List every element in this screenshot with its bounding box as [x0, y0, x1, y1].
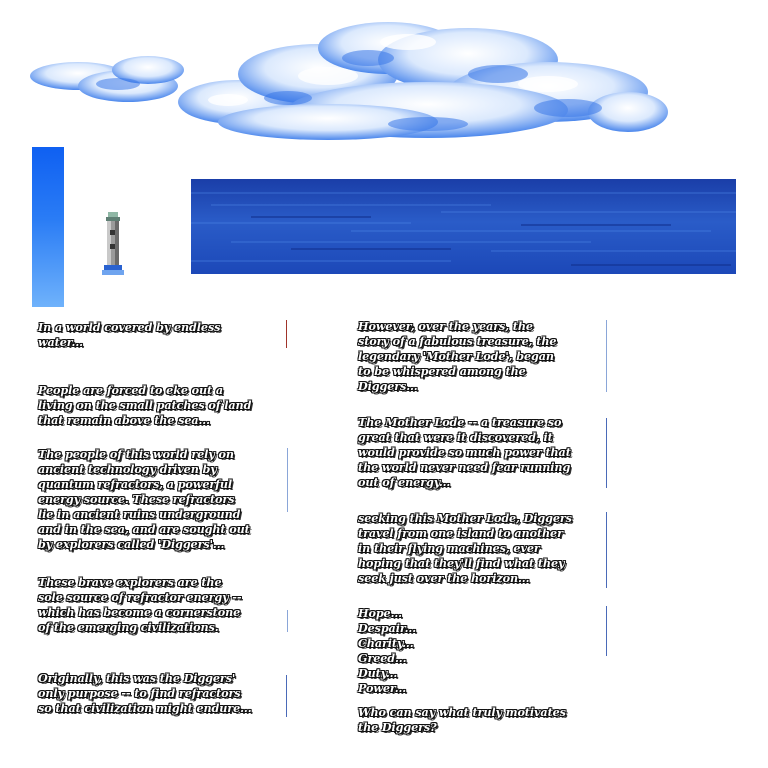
accent-line [606, 418, 607, 488]
story-paragraph: Hope... Despair... Charity... Greed... Duty... Power... [358, 606, 416, 695]
story-paragraph: However, over the years, the story of a fabulous treasure, the legendary 'Mother Lode', began to be whispered among the Diggers... [358, 319, 557, 393]
accent-line [286, 675, 287, 717]
story-paragraph: Who can say what truly motivates the Diggers? [358, 705, 566, 734]
story-paragraph: Originally, this was the Diggers' only purpose -- to find refractors so that civilization might endure... [38, 671, 252, 715]
story-paragraph: The people of this world rely on ancient technology driven by quantum refractors, a powerful energy source. These refractors lie in ancient ruins underground and in the sea, and are sought out by explorers called 'Diggers'... [38, 447, 250, 551]
accent-line [286, 320, 287, 348]
story-paragraph: seeking this Mother Lode, Diggers travel from one island to another in their flying machines, ever hoping that they'll find what they seek just over the horizon... [358, 511, 572, 585]
story-paragraph: In a world covered by endless water... [38, 320, 221, 349]
accent-line [606, 512, 607, 588]
sky-gradient-strip [32, 147, 64, 307]
accent-line [287, 610, 288, 632]
cloud-bank-icon [28, 14, 676, 154]
accent-line [606, 606, 607, 656]
story-paragraph: People are forced to eke out a living on the small patches of land that remain above the sea... [38, 383, 252, 427]
ocean-horizon-icon [191, 179, 736, 274]
story-paragraph: The Mother Lode -- a treasure so great that were it discovered, it would provide so much power that the world never need fear running out of energy... [358, 415, 571, 489]
story-paragraph: These brave explorers are the sole source of refractor energy -- which has become a cornerstone of the emerging civilizations. [38, 575, 242, 634]
accent-line [287, 448, 288, 512]
accent-line [606, 320, 607, 392]
lighthouse-tower-icon [100, 210, 126, 278]
